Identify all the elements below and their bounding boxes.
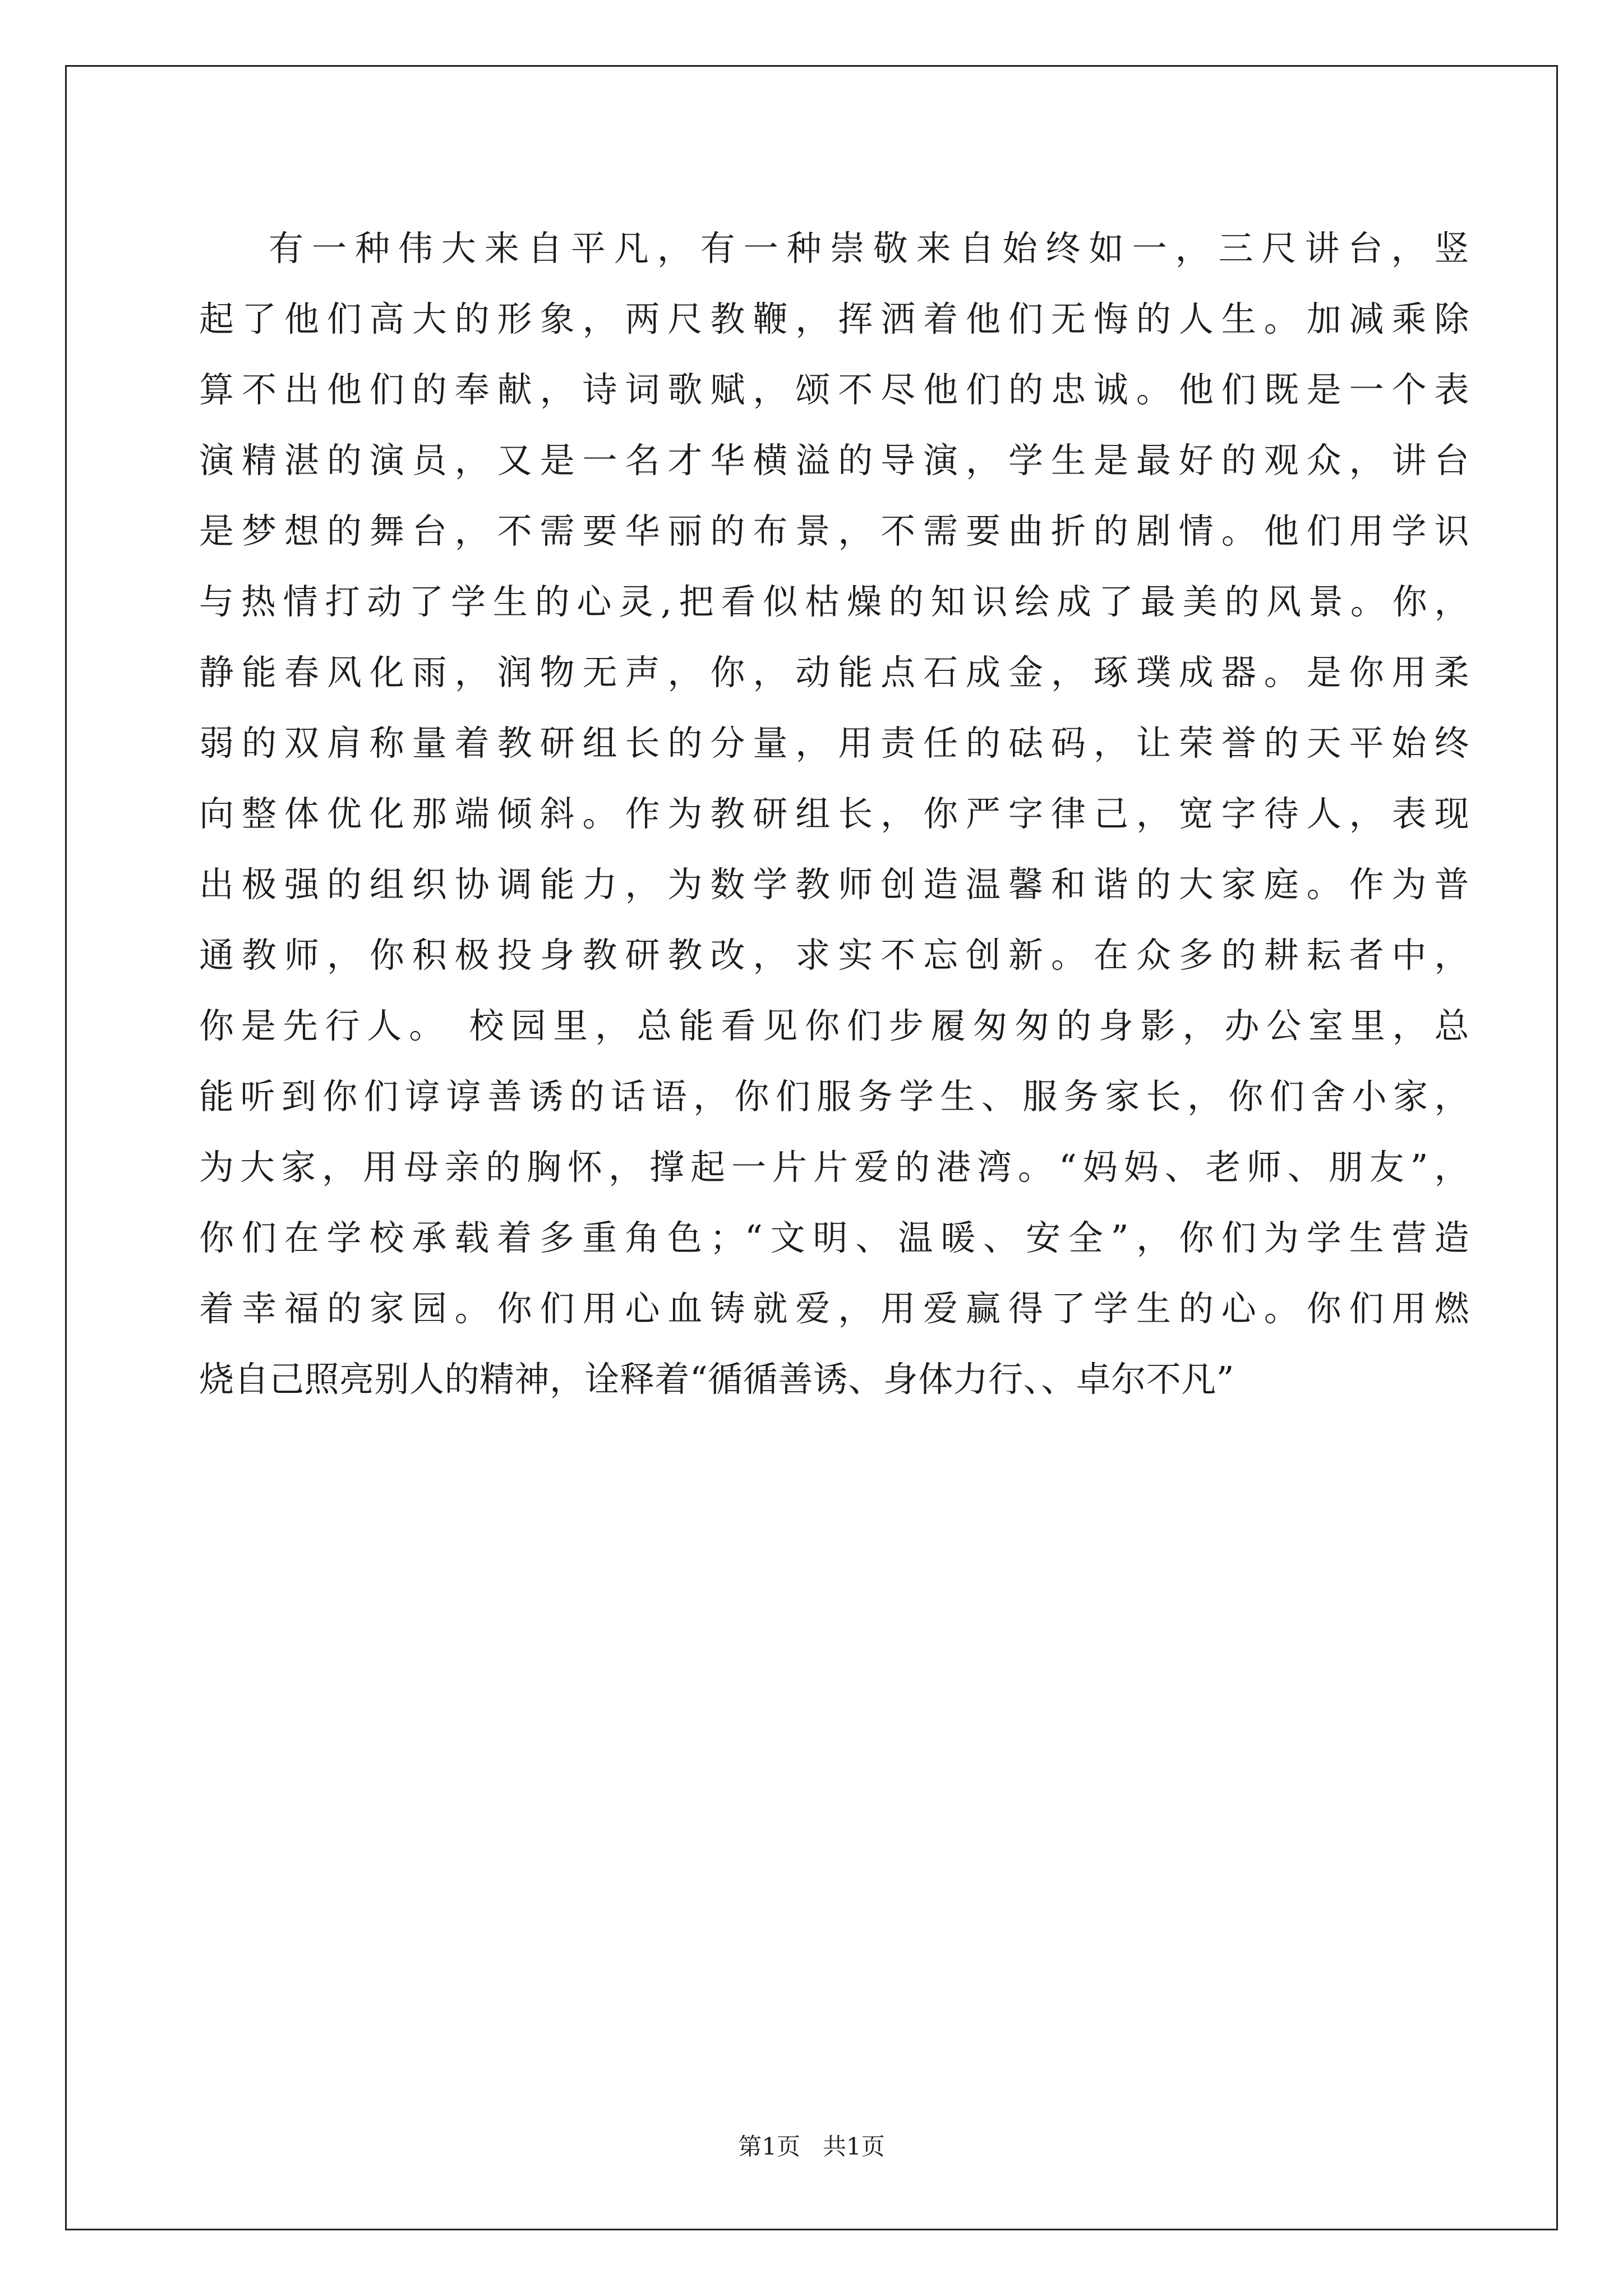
paragraph-line: 算不出他们的奉献，诗词歌赋，颂不尽他们的忠诚。他们既是一个表 xyxy=(199,369,1469,410)
page-number-footer: 第1页 共1页 xyxy=(738,2133,885,2160)
paragraph-line: 与热情打动了学生的心灵,把看似枯燥的知识绘成了最美的风景。你， xyxy=(199,581,1469,622)
document-body xyxy=(199,213,1469,1415)
paragraph-line: 能听到你们谆谆善诱的话语，你们服务学生、服务家长，你们舍小家， xyxy=(199,1076,1469,1117)
paragraph-line: 为大家，用母亲的胸怀，撑起一片片爱的港湾。“妈妈、老师、朋友”， xyxy=(199,1147,1469,1188)
paragraph-line: 弱的双肩称量着教研组长的分量，用责任的砝码，让荣誉的天平始终 xyxy=(199,723,1469,763)
paragraph-line: 是梦想的舞台，不需要华丽的布景，不需要曲折的剧情。他们用学识 xyxy=(199,510,1469,551)
paragraph-line: 静能春风化雨，润物无声，你，动能点石成金，琢璞成器。是你用柔 xyxy=(199,652,1469,693)
paragraph-line: 你们在学校承载着多重角色；“文明、温暖、安全”，你们为学生营造 xyxy=(199,1217,1469,1258)
paragraph-line: 出极强的组织协调能力，为数学教师创造温馨和谐的大家庭。作为普 xyxy=(199,864,1469,905)
paragraph-line: 向整体优化那端倾斜。作为教研组长，你严字律己，宽字待人，表现 xyxy=(199,793,1469,834)
paragraph-line: 着幸福的家园。你们用心血铸就爱，用爱赢得了学生的心。你们用燃 xyxy=(199,1288,1469,1329)
paragraph-line: 演精湛的演员，又是一名才华横溢的导演，学生是最好的观众，讲台 xyxy=(199,440,1469,481)
paragraph-line: 烧自己照亮别人的精神，诠释着“循循善诱、身体力行、、卓尔不凡” xyxy=(199,1359,1234,1400)
paragraph-line: 起了他们高大的形象，两尺教鞭，挥洒着他们无悔的人生。加减乘除 xyxy=(199,298,1469,339)
paragraph-line: 有一种伟大来自平凡，有一种崇敬来自始终如一，三尺讲台，竖 xyxy=(269,228,1469,269)
paragraph-line: 通教师，你积极投身教研教改，求实不忘创新。在众多的耕耘者中， xyxy=(199,935,1469,976)
paragraph-line: 你是先行人。 校园里，总能看见你们步履匆匆的身影，办公室里，总 xyxy=(199,1005,1469,1046)
